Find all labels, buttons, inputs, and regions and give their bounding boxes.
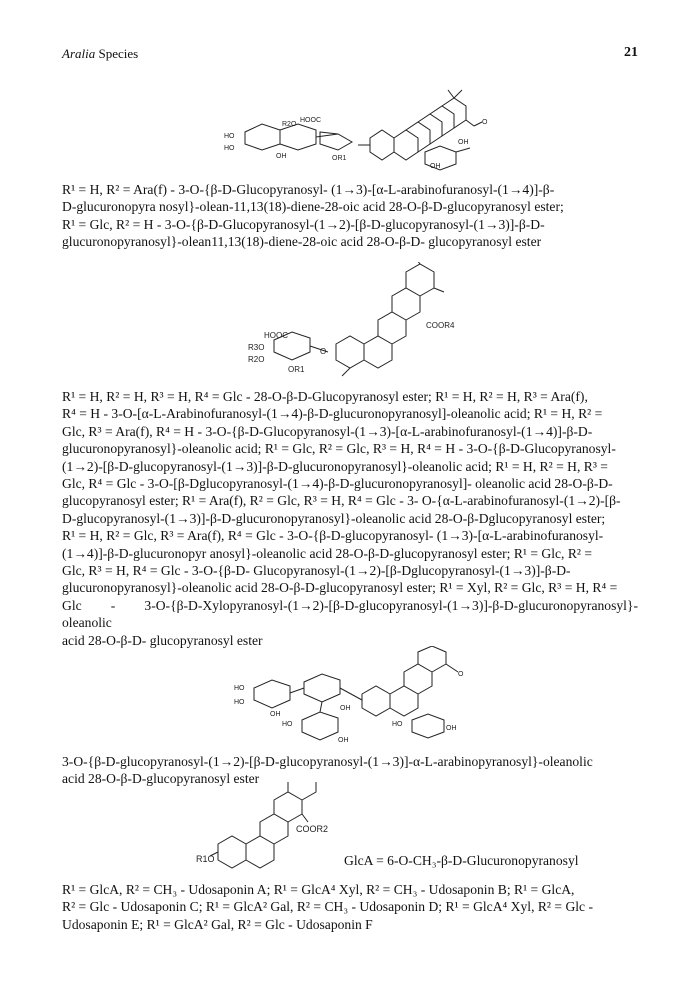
running-title-genus: Aralia — [62, 46, 96, 61]
label-o-2: O — [320, 347, 327, 356]
label-ho-2: HO — [224, 145, 235, 152]
label-r2o-2: R2O — [248, 355, 265, 364]
label-o: O — [482, 119, 488, 126]
paragraph-2: R¹ = H, R² = H, R³ = H, R⁴ = Glc - 28-O-β-D-Glucopyranosyl ester; R¹ = H, R² = H, R³ = Ara(f), R⁴ = H - 3-O-[α-L-Arabinofuranosyl-(1→4)-β-D-glucuronopyranosyl]-oleanolic acid; R¹ = H, R² = Glc, R³ = Ara(f), R⁴ = H - 3-O-{β-D-Glucopyranosyl-(1→3)-[α-L-arabinofuranosyl-(1→4)]-β-D- glucuronopyranosyl}-oleanolic acid; R¹ = Glc, R² = Glc, R³ = H, R⁴ = H - 3-O-{β-D-Glucopyranosyl- (1→2)-[β-D-glucopyranosyl-(1→3)]-β-D-glucuronopyranosyl}-oleanolic acid; R¹ = H, R² = H, R³ = Glc, R⁴ = Glc - 3-O-[β-Dglucopyranosyl-(1→4)-β-D-glucuronopyranosyl]- oleanolic acid 28-O-β-D- glucopyranosyl ester; R¹ = Ara(f), R² = Glc, R³ = H, R⁴ = Glc - 3- O-{α-L-arabinofuranosyl-(1→2)-[β- D-glucopyranosyl-(1→3)]-β-D-glucuronopyranosyl}-oleanolic acid 28-O-β-Dglucopyranosyl ester; R¹ = H, R² = Glc, R³ = Ara(f), R⁴ = Glc - 3-O-{β-D-glucopyranosyl- (1→3)-[α-L-arabinofuranosyl- (1→4)]-β-D-glucuronopyr anosyl}-oleanolic acid 28-O-β-D-glucopyranosyl ester; R¹ = Glc, R² = Glc, R³ = H, R⁴ = Glc - 3-O-{β-D- Glucopyranosyl-(1→2)-[β-Dglucopyranosyl-(1→3)]-β-D- glucuronopyranosyl}-oleanolic acid 28-O-β-D-glucopyranosyl ester; R¹ = Xyl, R² = Glc, R³ = H, R⁴ = Glc - 3-O-{β-D-Xylopyranosyl-(1→2)-[β-D-glucopyranosyl-(1→3)]-β-D-glucuronopyranosyl}- oleanolic acid 28-O-β-D- glucopyranosyl ester — [62, 389, 638, 648]
label-oh-2: OH — [430, 163, 441, 170]
paragraph-1: R¹ = H, R² = Ara(f) - 3-O-{β-D-Glucopyranosyl- (1→3)-[α-L-arabinofuranosyl-(1→4)]-β- D-glucuronopyra nosyl}-olean-11,13(18)-diene-28-oic acid 28-O-β-D-glucopyranosyl ester; R¹ = Glc, R² = H - 3-O-{β-D-Glucopyranosyl-(1→2)-[β-D-glucopyranosyl-(1→3)]-β-D- glucuronopyranosyl}-olean11,13(18)-diene-28-oic acid 28-O-β-D- glucopyranosyl ester — [62, 182, 564, 250]
label-oh-3: OH — [458, 139, 469, 146]
label-ho-3b: HO — [234, 699, 245, 706]
label-or1-2: OR1 — [288, 365, 305, 374]
label-hooc: HOOC — [300, 117, 321, 124]
paragraph-3: 3-O-{β-D-glucopyranosyl-(1→2)-[β-D-glucopyranosyl-(1→3)]-α-L-arabinopyranosyl}-oleanolic acid 28-O-β-D-glucopyranosyl ester — [62, 754, 593, 787]
paragraph-4: R¹ = GlcA, R² = CH₃ - Udosaponin A; R¹ = GlcA⁴ Xyl, R² = CH₃ - Udosaponin B; R¹ = GlcA, R² = Glc - Udosaponin C; R¹ = GlcA² Gal, R² = CH₃ - Udosaponin D; R¹ = GlcA⁴ Xyl, R² = Glc - Udosaponin E; R¹ = GlcA² Gal, R² = Glc - Udosaponin F — [62, 882, 594, 932]
label-oh-3b: OH — [340, 705, 351, 712]
label-ho-3a: HO — [234, 685, 245, 692]
label-r1o: R1O — [196, 854, 215, 864]
running-title — [62, 46, 138, 62]
label-oh-3a: OH — [270, 711, 281, 718]
label-hooc-2: HOOC — [264, 331, 288, 340]
label-or1: OR1 — [332, 155, 347, 162]
label-oh-3c: OH — [338, 737, 349, 744]
structure-4 — [196, 782, 346, 872]
structure-2 — [244, 262, 474, 382]
structure-1 — [220, 82, 510, 172]
glossary-glca: GlcA = 6-O-CH₃-β-D-Glucuronopyranosyl — [344, 853, 579, 868]
running-title-rest: Species — [95, 46, 139, 61]
label-oh-3d: OH — [446, 725, 457, 732]
label-ho-3d: HO — [392, 721, 403, 728]
label-coor2: COOR2 — [296, 824, 329, 834]
label-r3o: R3O — [248, 343, 265, 352]
label-ho-3c: HO — [282, 721, 293, 728]
structure-3 — [232, 646, 482, 746]
label-coor4: COOR4 — [426, 321, 455, 330]
label-o-3: O — [458, 671, 464, 678]
page-number: 21 — [624, 45, 638, 60]
label-r2o: R2O — [282, 121, 297, 128]
label-ho-1: HO — [224, 133, 235, 140]
label-oh-1: OH — [276, 153, 287, 160]
